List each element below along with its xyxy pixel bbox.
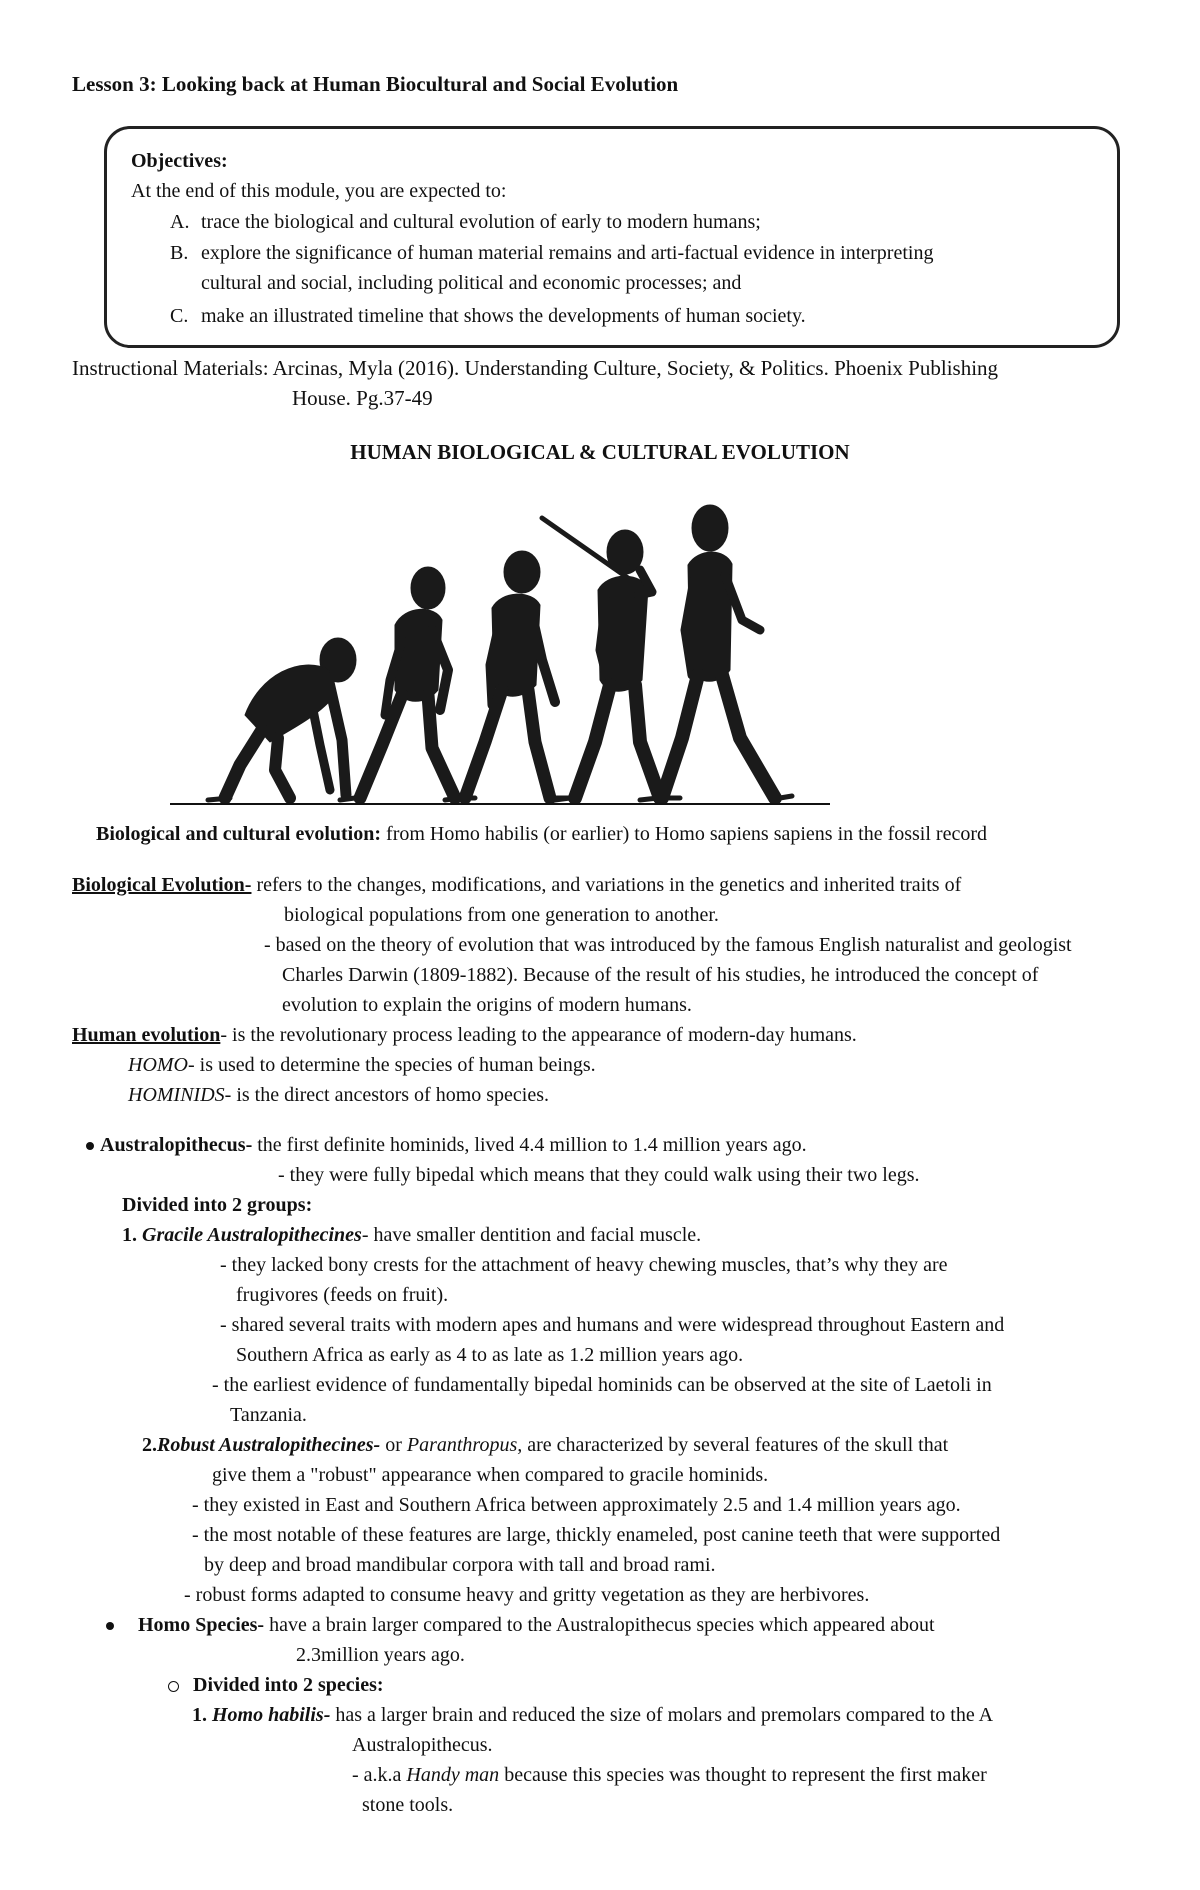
gracile-def: - have smaller dentition and facial muscle. bbox=[361, 1224, 702, 1246]
objective-c-letter: C. bbox=[170, 305, 189, 327]
objective-c-text: make an illustrated timeline that shows the developments of human society. bbox=[201, 305, 806, 327]
circle-bullet-icon bbox=[168, 1681, 179, 1692]
robust-p1: - they existed in East and Southern Africa between approximately 2.5 and 1.4 million years ago. bbox=[192, 1494, 961, 1516]
objective-a-text: trace the biological and cultural evolution of early to modern humans; bbox=[201, 211, 761, 233]
australopithecus-def1: the first definite hominids, lived 4.4 million to 1.4 million years ago. bbox=[252, 1134, 807, 1156]
early-hominid-figure-icon bbox=[340, 567, 475, 800]
materials-line1: Instructional Materials: Arcinas, Myla (2016). Understanding Culture, Society, & Politics. Phoenix Publishing bbox=[72, 356, 999, 380]
materials-line2: House. Pg.37-49 bbox=[292, 386, 433, 410]
habilis-aka-rest: because this species was thought to represent the first maker bbox=[499, 1764, 987, 1786]
robust-p2a: - the most notable of these features are large, thickly enameled, post canine teeth that were supported bbox=[192, 1524, 1001, 1546]
habilis-def1: has a larger brain and reduced the size of molars and premolars compared to the A bbox=[330, 1704, 994, 1726]
lesson-title: Lesson 3: Looking back at Human Biocultural and Social Evolution bbox=[72, 72, 679, 96]
robust-term: Robust Australopithecines- bbox=[157, 1434, 381, 1456]
bullet-icon bbox=[86, 1142, 94, 1150]
evolution-illustration bbox=[170, 480, 1000, 805]
biological-evolution-line1 bbox=[72, 874, 961, 897]
gracile-p2b: Southern Africa as early as 4 to as late as 1.2 million years ago. bbox=[236, 1344, 744, 1366]
homo-species-def1: have a brain larger compared to the Australopithecus species which appeared about bbox=[264, 1614, 935, 1636]
gracile-num: 1. bbox=[122, 1224, 137, 1246]
homo-sapiens-figure-icon bbox=[640, 505, 792, 800]
australopithecus-term: Australopithecus- bbox=[100, 1134, 253, 1156]
objective-b-text-line1: explore the significance of human material remains and arti-factual evidence in interpreting bbox=[201, 242, 934, 264]
gracile-p1b: frugivores (feeds on fruit). bbox=[236, 1284, 449, 1306]
bullet-icon bbox=[106, 1622, 114, 1630]
hominids-term: HOMINIDS bbox=[128, 1084, 225, 1106]
gracile-p1a: - they lacked bony crests for the attachment of heavy chewing muscles, that’s why they are bbox=[220, 1254, 948, 1276]
habilis-aka2: stone tools. bbox=[362, 1794, 454, 1816]
biological-evolution-def1: refers to the changes, modifications, and variations in the genetics and inherited traits of bbox=[251, 874, 962, 896]
biological-evolution-def5: evolution to explain the origins of modern humans. bbox=[282, 994, 692, 1016]
homo-line bbox=[128, 1054, 596, 1077]
groups-heading: Divided into 2 groups: bbox=[122, 1194, 313, 1216]
caption-bold: Biological and cultural evolution: bbox=[96, 823, 382, 845]
habilis-aka-term: Handy man bbox=[406, 1764, 500, 1786]
homo-species-def2: 2.3million years ago. bbox=[296, 1644, 465, 1666]
objective-b-text-line2: cultural and social, including political and economic processes; and bbox=[201, 272, 742, 294]
robust-p3: - robust forms adapted to consume heavy and gritty vegetation as they are herbivores. bbox=[184, 1584, 870, 1606]
gracile-p2a: - shared several traits with modern apes and humans and were widespread throughout Eastern and bbox=[220, 1314, 1005, 1336]
robust-num: 2. bbox=[142, 1434, 157, 1456]
robust-p2b: by deep and broad mandibular corpora with tall and broad rami. bbox=[204, 1554, 716, 1576]
homo-species-divided bbox=[168, 1674, 384, 1697]
habilis-term: Homo habilis- bbox=[212, 1704, 331, 1726]
hominids-def: - is the direct ancestors of homo species. bbox=[224, 1084, 550, 1106]
figure-caption bbox=[96, 823, 987, 846]
human-evolution-term: Human evolution bbox=[72, 1024, 221, 1046]
gracile-p3b: Tanzania. bbox=[230, 1404, 307, 1426]
robust-line bbox=[142, 1434, 948, 1457]
australopithecus-figure-icon bbox=[445, 551, 568, 800]
homo-term: HOMO bbox=[128, 1054, 188, 1076]
objective-b-letter: B. bbox=[170, 242, 189, 264]
ape-figure-icon bbox=[208, 638, 356, 800]
caption-rest: from Homo habilis (or earlier) to Homo sapiens sapiens in the fossil record bbox=[381, 823, 987, 845]
habilis-num: 1. bbox=[192, 1704, 207, 1726]
habilis-aka-pre: - a.k.a bbox=[352, 1764, 407, 1786]
main-heading: HUMAN BIOLOGICAL & CULTURAL EVOLUTION bbox=[350, 440, 850, 464]
australopithecus-line1 bbox=[86, 1134, 807, 1157]
habilis-def2: Australopithecus. bbox=[352, 1734, 493, 1756]
homo-erectus-figure-icon bbox=[542, 518, 680, 800]
human-evolution-line bbox=[72, 1024, 857, 1047]
robust-def2: give them a "robust" appearance when compared to gracile hominids. bbox=[212, 1464, 769, 1486]
biological-evolution-def4: Charles Darwin (1809-1882). Because of the result of his studies, he introduced the concept of bbox=[282, 964, 1039, 986]
objective-a-letter: A. bbox=[170, 211, 190, 233]
homo-species-line1 bbox=[106, 1614, 935, 1637]
biological-evolution-def2: biological populations from one generation to another. bbox=[284, 904, 719, 926]
gracile-term: Gracile Australopithecines bbox=[142, 1224, 362, 1246]
australopithecus-def2: - they were fully bipedal which means that they could walk using their two legs. bbox=[278, 1164, 920, 1186]
human-evolution-def: - is the revolutionary process leading to the appearance of modern-day humans. bbox=[220, 1024, 857, 1046]
habilis-line1 bbox=[192, 1704, 993, 1727]
hominids-line bbox=[128, 1084, 549, 1107]
robust-alt: Paranthropus, bbox=[406, 1434, 523, 1456]
gracile-line bbox=[122, 1224, 701, 1247]
objectives-intro: At the end of this module, you are expected to: bbox=[131, 180, 507, 202]
habilis-aka-line bbox=[352, 1764, 987, 1787]
robust-def1: are characterized by several features of the skull that bbox=[522, 1434, 949, 1456]
divided-label: Divided into 2 species: bbox=[193, 1674, 384, 1696]
homo-def: - is used to determine the species of human beings. bbox=[188, 1054, 596, 1076]
biological-evolution-def3: - based on the theory of evolution that was introduced by the famous English naturalist and geologist bbox=[264, 934, 1072, 956]
homo-species-term: Homo Species- bbox=[138, 1614, 265, 1636]
robust-or: or bbox=[380, 1434, 407, 1456]
gracile-p3a: - the earliest evidence of fundamentally bipedal hominids can be observed at the site of Laetoli in bbox=[212, 1374, 992, 1396]
objectives-heading: Objectives: bbox=[131, 150, 228, 172]
biological-evolution-term: Biological Evolution- bbox=[72, 874, 252, 896]
